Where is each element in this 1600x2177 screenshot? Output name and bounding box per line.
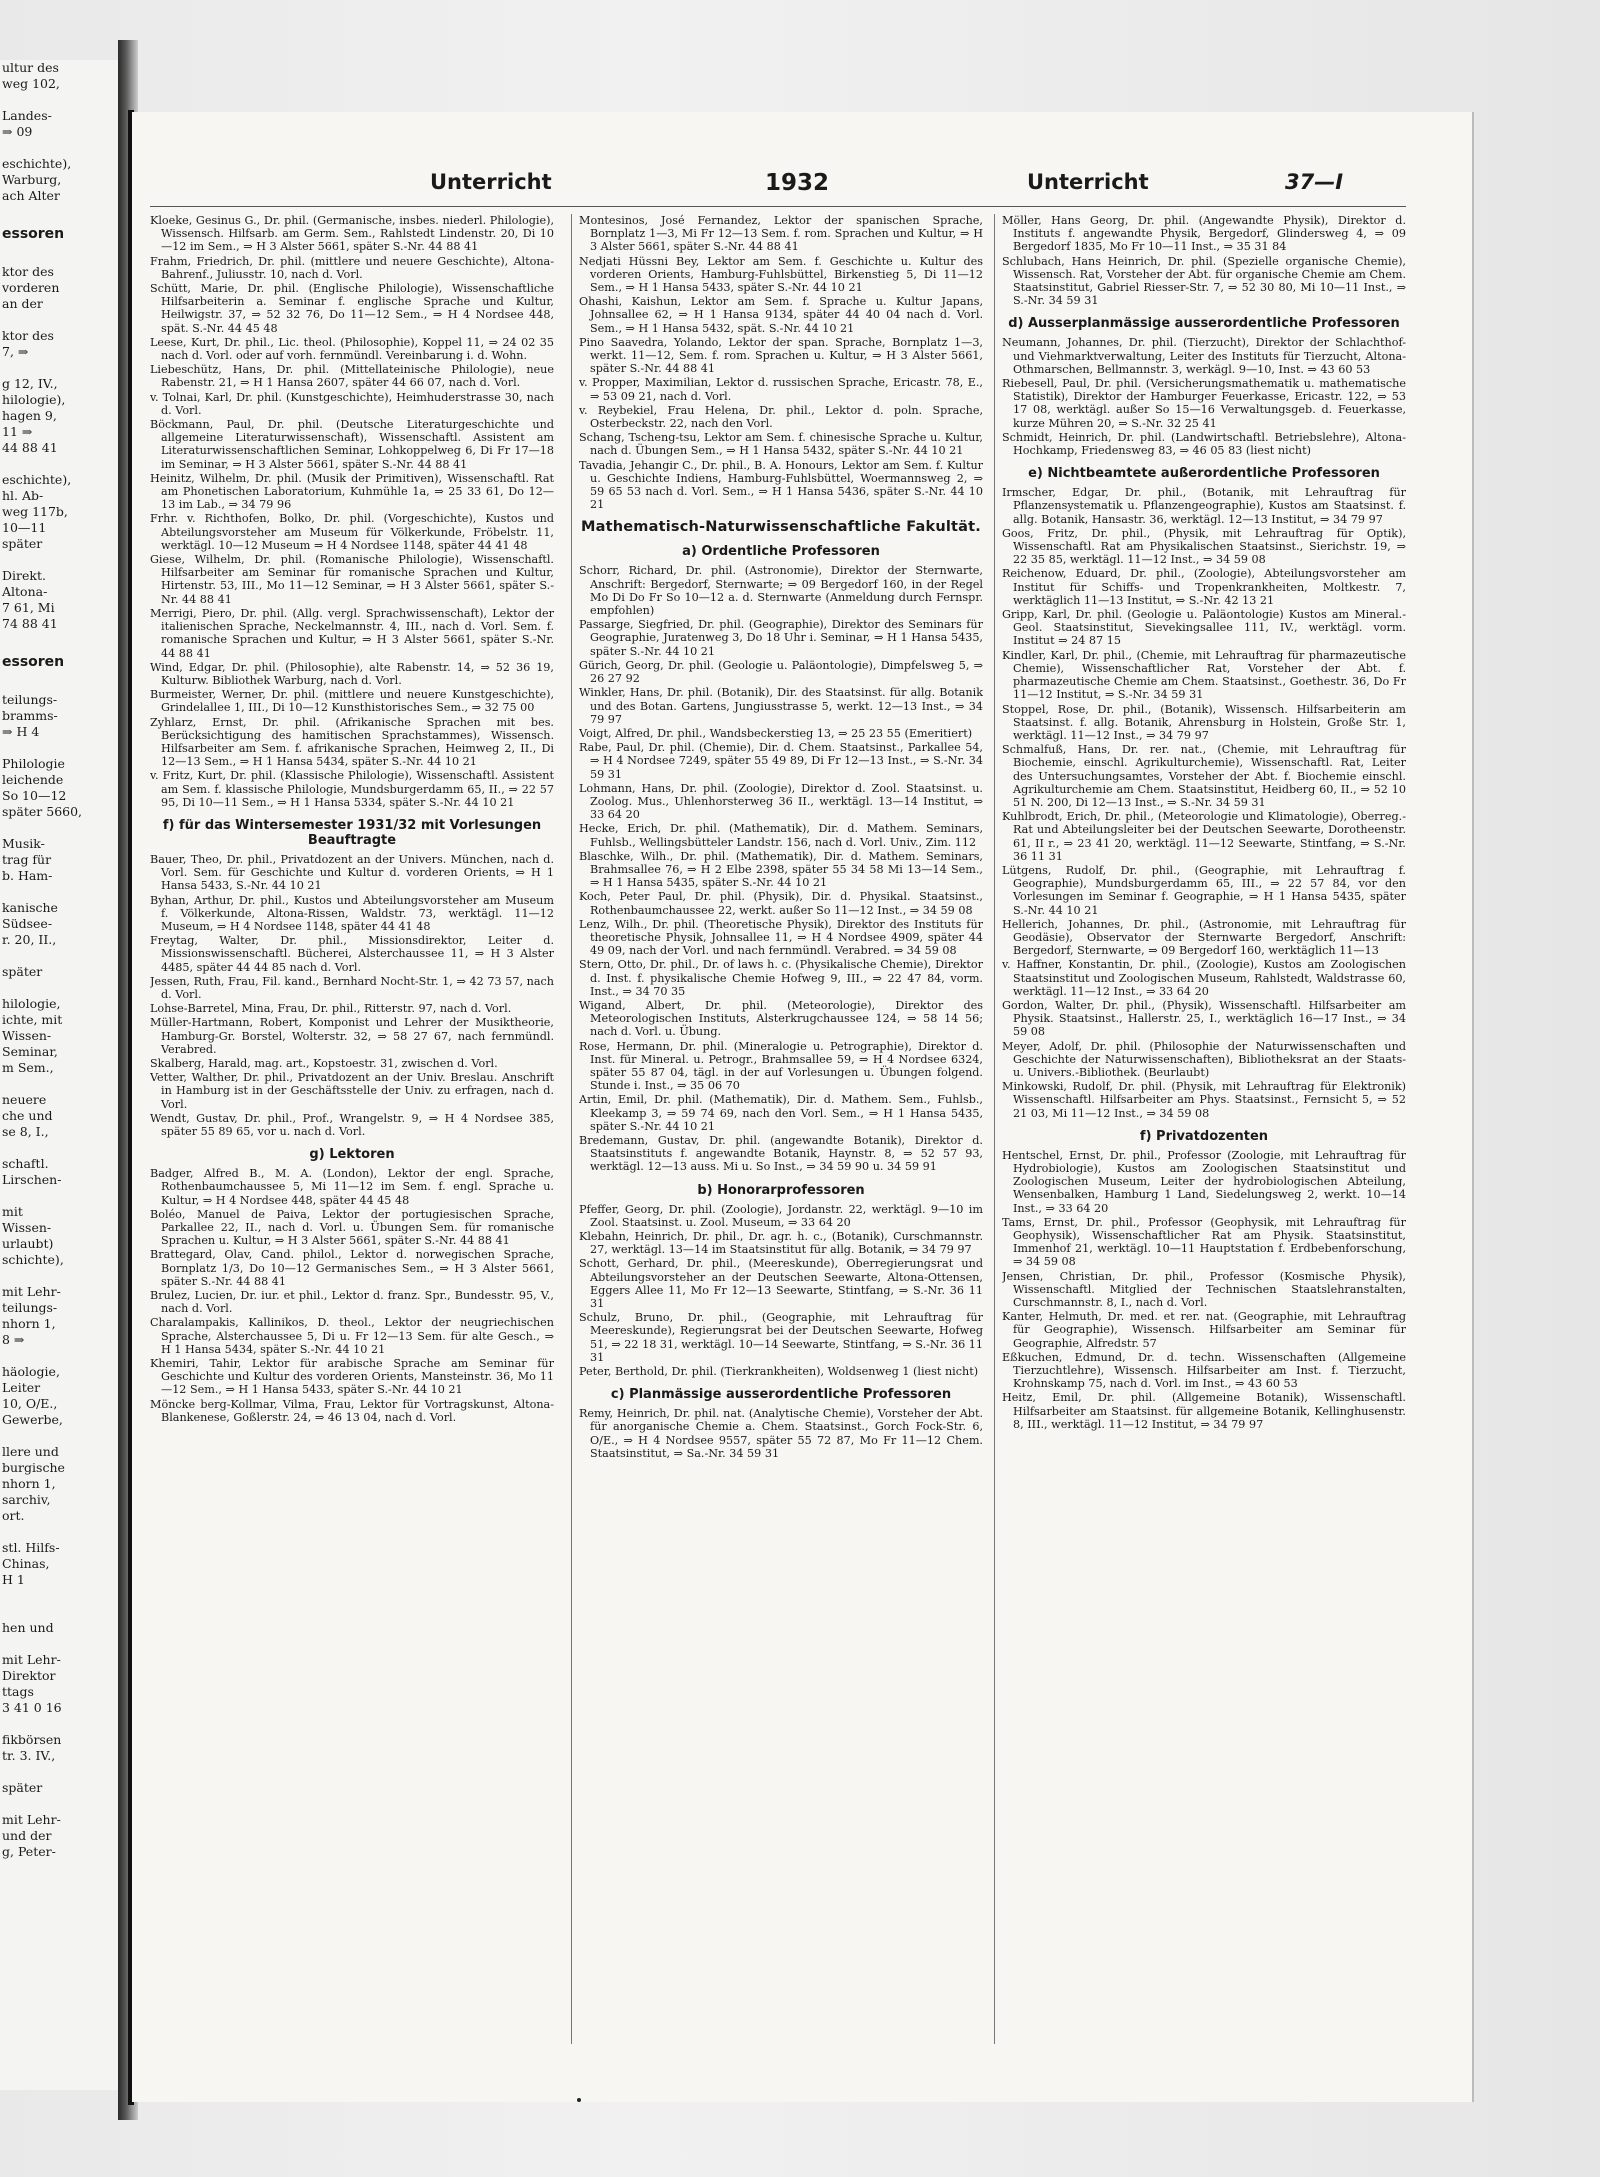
fragment-line: g 12, IV., xyxy=(2,376,58,391)
fragment-line: später xyxy=(2,964,43,979)
directory-entry: Schmidt, Heinrich, Dr. phil. (Landwirtschaftl. Betriebslehre), Altona-Hochkamp, Friedensweg 83, ⇒ 46 05 83 (liest nicht) xyxy=(1002,430,1406,458)
fragment-line xyxy=(0,948,118,964)
directory-entry: Pfeffer, Georg, Dr. phil. (Zoologie), Jordanstr. 22, werktägl. 9—10 im Zool. Staatsinst. u. Zool. Museum, ⇒ 33 64 20 xyxy=(579,1202,983,1229)
fragment-line: H 1 xyxy=(2,1572,25,1587)
fragment-line: 7, ⇒ xyxy=(2,344,29,359)
directory-entry: Heitz, Emil, Dr. phil. (Allgemeine Botanik), Wissenschaftl. Hilfsarbeiter am Staatsinst. für allgemeine Botanik, Kellinghusenstr. 8, III., werktägl. 11—12 Institut, ⇒ 34 79 97 xyxy=(1002,1391,1406,1431)
fragment-line: Landes- xyxy=(2,108,52,123)
directory-entry: Frhr. v. Richthofen, Bolko, Dr. phil. (Vorgeschichte), Kustos und Abteilungsvorsteher am Museum für Völkerkunde, Fröbelstr. 11, werktägl. 10—12 Museum ⇒ H 4 Nordsee 1148, später 44 41 48 xyxy=(150,512,554,552)
directory-entry: Gripp, Karl, Dr. phil. (Geologie u. Paläontologie) Kustos am Mineral.-Geol. Staatsinstitut, Sievekingsallee 111, IV., werktägl. vorm. Institut ⇒ 24 87 15 xyxy=(1002,608,1406,648)
directory-entry: Byhan, Arthur, Dr. phil., Kustos und Abteilungsvorsteher am Museum f. Völkerkunde, Altona-Rissen, Waldstr. 73, werktägl. 11—12 Museum, ⇒ H 4 Nordsee 1148, später 44 41 48 xyxy=(150,893,554,933)
fragment-line: ttags xyxy=(2,1684,34,1699)
directory-entry: Lütgens, Rudolf, Dr. phil., (Geographie, mit Lehrauftrag f. Geographie), Mundsburgerdamm 65, III., ⇒ 22 57 84, vor den Vorlesungen im Seminar f. Geographie, ⇒ H 1 Hansa 5435, später S.-Nr. 44 10 21 xyxy=(1002,863,1406,917)
header-right-title: Unterricht xyxy=(1027,170,1149,194)
fragment-line: essoren xyxy=(2,654,65,670)
directory-entry: Müller-Hartmann, Robert, Komponist und Lehrer der Musiktheorie, Hamburg-Gr. Borstel, Wolterstr. 32, ⇒ 58 27 67, nach fernmündl. Verabred. xyxy=(150,1016,554,1056)
fragment-line xyxy=(0,1636,118,1652)
fragment-line: eschichte), xyxy=(2,156,72,171)
fragment-line: Chinas, xyxy=(2,1556,50,1571)
fragment-line: ktor des xyxy=(2,328,54,343)
directory-entry: Kindler, Karl, Dr. phil., (Chemie, mit Lehrauftrag für pharmazeutische Chemie), Wissenschaftlicher Rat, Vorsteher der Abt. f. pharmazeutische Chemie am Chem. Staatsinst., Goethestr. 36, Do Fr 11—12 Institut, ⇒ S.-Nr. 34 59 31 xyxy=(1002,648,1406,702)
fragment-line: ach Alter xyxy=(2,188,60,203)
fragment-line: später xyxy=(2,1780,43,1795)
fragment-line: Musik- xyxy=(2,836,45,851)
directory-entry: Merrigi, Piero, Dr. phil. (Allg. vergl. Sprachwissenschaft), Lektor der italienischen Sprache, Neckelmannstr. 4, III., nach d. Vorl. Sem. f. romanische Sprachen und Kultur, ⇒ H 3 Alster 5661, später S.-Nr. 44 88 41 xyxy=(150,606,554,660)
fragment-line: Gewerbe, xyxy=(2,1412,63,1427)
directory-entry: Lohmann, Hans, Dr. phil. (Zoologie), Direktor d. Zool. Staatsinst. u. Zoolog. Mus., Uhlenhorsterweg 36 II., werktägl. 13—14 Institut, ⇒ 33 64 20 xyxy=(579,781,983,822)
fragment-line: schichte), xyxy=(2,1252,64,1267)
fragment-line xyxy=(0,1076,118,1092)
text-column-2 xyxy=(579,214,983,2054)
fragment-line xyxy=(0,1524,118,1540)
fragment-line: burgische xyxy=(2,1460,65,1475)
fragment-line: Direktor xyxy=(2,1668,56,1683)
directory-entry: Klebahn, Heinrich, Dr. phil., Dr. agr. h. c., (Botanik), Curschmannstr. 27, werktägl. 13—14 im Staatsinstitut für allg. Botanik, ⇒ 34 79 97 xyxy=(579,1230,983,1257)
faculty-heading: Mathematisch-Naturwissenschaftliche Fakultät. xyxy=(580,519,982,536)
directory-entry: Voigt, Alfred, Dr. phil., Wandsbeckerstieg 13, ⇒ 25 23 55 (Emeritiert) xyxy=(579,726,973,740)
fragment-line: 44 88 41 xyxy=(2,440,58,455)
fragment-line: ktor des xyxy=(2,264,54,279)
fragment-line xyxy=(0,1268,118,1284)
fragment-line: Wissen- xyxy=(2,1220,52,1235)
fragment-line: se 8, I., xyxy=(2,1124,49,1139)
directory-entry: Schang, Tscheng-tsu, Lektor am Sem. f. chinesische Sprache u. Kultur, nach d. Übungen Sem., ⇒ H 1 Hansa 5432, später S.-Nr. 44 10 21 xyxy=(579,431,983,458)
directory-entry: Schlubach, Hans Heinrich, Dr. phil. (Spezielle organische Chemie), Wissensch. Rat, Vorsteher der Abt. für organische Chemie am Chem. Staatsinstitut, Gabriel Riesser-Str. 7, ⇒ 52 30 80, Mi 10—11 Inst., ⇒ S.-Nr. 34 59 31 xyxy=(1002,254,1406,308)
scan-speck xyxy=(577,2098,581,2102)
fragment-line: che und xyxy=(2,1108,53,1123)
directory-entry: Gürich, Georg, Dr. phil. (Geologie u. Paläontologie), Dimpfelsweg 5, ⇒ 26 27 92 xyxy=(579,658,983,686)
header-year: 1932 xyxy=(765,170,830,196)
fragment-line xyxy=(0,248,118,264)
fragment-line xyxy=(0,820,118,836)
text-column-3 xyxy=(1002,214,1406,2054)
fragment-line: Philologie xyxy=(2,756,65,771)
directory-entry: Eßkuchen, Edmund, Dr. d. techn. Wissenschaften (Allgemeine Tierzuchtlehre), Wissensch. Hilfsarbeiter am Inst. f. Tierzucht, Krohnskamp 75, nach d. Vorl. im Inst., ⇒ 43 60 53 xyxy=(1002,1350,1406,1391)
directory-entry: Irmscher, Edgar, Dr. phil., (Botanik, mit Lehrauftrag für Pflanzensystematik u. Pflanzengeographie), Kustos am Staatsinst. f. allg. Botanik, Hansastr. 36, werktägl. 12—13 Institut, ⇒ 34 79 97 xyxy=(1002,486,1406,526)
directory-entry: Nedjati Hüssni Bey, Lektor am Sem. f. Geschichte u. Kultur des vorderen Orients, Hamburg-Fuhlsbüttel, Birkenstieg 5, Di 11—12 Sem., ⇒ H 1 Hansa 5433, später S.-Nr. 44 10 21 xyxy=(579,254,983,295)
fragment-line: teilungs- xyxy=(2,1300,58,1315)
directory-entry: Charalampakis, Kallinikos, D. theol., Lektor der neugriechischen Sprache, Alsterchaussee 5, Di u. Fr 12—13 Sem. für alte Gesch., ⇒ H 1 Hansa 5434, später S.-Nr. 44 10 21 xyxy=(150,1316,554,1356)
fragment-line: weg 102, xyxy=(2,76,60,91)
fragment-line: Südsee- xyxy=(2,916,53,931)
directory-entry: Leese, Kurt, Dr. phil., Lic. theol. (Philosophie), Koppel 11, ⇒ 24 02 35 nach d. Vorl. oder auf vorh. fernmündl. Vereinbarung i. d. Wohn. xyxy=(150,335,554,363)
directory-entry: Burmeister, Werner, Dr. phil. (mittlere und neuere Kunstgeschichte), Grindelallee 1, III., Di 10—12 Kunsthistorisches Sem., ⇒ 32 75 00 xyxy=(150,688,554,715)
directory-entry: Schmalfuß, Hans, Dr. rer. nat., (Chemie, mit Lehrauftrag für Biochemie, einschl. Agrikulturchemie), Wissenschaftl. Rat, Leiter des Untersuchungsamtes, Vorsteher der Abt. f. Biochemie einschl. Agrikulturchemie am Chem. Staatsinstitut, Heidberg 60, II., ⇒ 52 10 51 N. 200, Di 12—13 Inst., ⇒ S.-Nr. 34 59 31 xyxy=(1002,743,1406,809)
directory-entry: v. Tolnai, Karl, Dr. phil. (Kunstgeschichte), Heimhuderstrasse 30, nach d. Vorl. xyxy=(150,390,554,417)
fragment-line: Warburg, xyxy=(2,172,62,187)
directory-entry: Möller, Hans Georg, Dr. phil. (Angewandte Physik), Direktor d. Instituts f. angewandte Physik, Bergedorf, Glindersweg 4, ⇒ 09 Bergedorf 1835, Mo Fr 10—11 Inst., ⇒ 35 31 84 xyxy=(1002,214,1406,254)
directory-entry: Koch, Peter Paul, Dr. phil. (Physik), Dir. d. Physikal. Staatsinst., Rothenbaumchaussee 22, werkt. außer So 11—12 Inst., ⇒ 34 59 08 xyxy=(579,890,983,917)
directory-entry: Riebesell, Paul, Dr. phil. (Versicherungsmathematik u. mathematische Statistik), Direktor der Hamburger Feuerkasse, Ericastr. 122, ⇒ 53 17 08, werktägl. außer So 15—16 Verwaltungsgeb. d. Feuerkasse, kurze Mühren 20, ⇒ S.-Nr. 32 25 41 xyxy=(1002,377,1406,430)
directory-entry: Jensen, Christian, Dr. phil., Professor (Kosmische Physik), Wissenschaftl. Mitglied der Technischen Staatslehranstalten, Curschmannstr. 8, I., nach d. Vorl. xyxy=(1002,1269,1406,1310)
directory-entry: Bauer, Theo, Dr. phil., Privatdozent an der Univers. München, nach d. Vorl. Sem. für Geschichte und Kultur d. vorderen Orients, ⇒ H 1 Hansa 5433, S.-Nr. 44 10 21 xyxy=(150,852,554,893)
fragment-line: tr. 3. IV., xyxy=(2,1748,56,1763)
fragment-line xyxy=(0,1796,118,1812)
fragment-line: ⇒ H 4 xyxy=(2,724,40,739)
fragment-line: So 10—12 xyxy=(2,788,67,803)
directory-entry: Winkler, Hans, Dr. phil. (Botanik), Dir. des Staatsinst. für allg. Botanik und des Botan. Gartens, Jungiusstrasse 5, werkt. 12—13 Inst., ⇒ 34 79 97 xyxy=(579,686,983,726)
directory-entry: Lenz, Wilh., Dr. phil. (Theoretische Physik), Direktor des Instituts für theoretische Physik, Johnsallee 11, ⇒ H 4 Nordsee 4909, später 44 49 09, nach der Vorl. und nach fernmündl. Verabred. ⇒ 34 59 08 xyxy=(579,917,983,958)
fragment-line: später 5660, xyxy=(2,804,83,819)
fragment-line: g, Peter- xyxy=(2,1844,56,1859)
directory-entry: Boléo, Manuel de Paiva, Lektor der portugiesischen Sprache, Parkallee 22, II., nach d. Vorl. u. Übungen Sem. für romanische Sprachen u. Kultur, ⇒ H 3 Alster 5661, später S.-Nr. 44 88 41 xyxy=(150,1207,554,1248)
fragment-line xyxy=(0,980,118,996)
directory-entry: Reichenow, Eduard, Dr. phil., (Zoologie), Abteilungsvorsteher am Institut für Schiffs- und Tropenkrankheiten, Moltkestr. 7, werktäglich 11—13 Institut, ⇒ S.-Nr. 42 13 21 xyxy=(1002,567,1406,607)
fragment-line xyxy=(0,552,118,568)
directory-entry: Brattegard, Olav, Cand. philol., Lektor d. norwegischen Sprache, Bornplatz 1/3, Do 10—12 Germanisches Sem., ⇒ H 3 Alster 5661, später S.-Nr. 44 88 41 xyxy=(150,1248,554,1288)
section-heading: f) für das Wintersemester 1931/32 mit Vorlesungen Beauftragte xyxy=(162,817,542,848)
fragment-line xyxy=(0,740,118,756)
fragment-line: 10—11 xyxy=(2,520,47,535)
fragment-line xyxy=(0,676,118,692)
directory-entry: Wind, Edgar, Dr. phil. (Philosophie), alte Rabenstr. 14, ⇒ 52 36 19, Kulturw. Bibliothek Warburg, nach d. Vorl. xyxy=(150,660,554,687)
fragment-line: später xyxy=(2,536,43,551)
directory-entry: Gordon, Walter, Dr. phil., (Physik), Wissenschaftl. Hilfsarbeiter am Physik. Staatsinst., Hallerstr. 25, I., werktäglich 16—17 Inst., ⇒ 34 59 08 xyxy=(1002,998,1406,1039)
fragment-line: 3 41 0 16 xyxy=(2,1700,62,1715)
directory-entry: Giese, Wilhelm, Dr. phil. (Romanische Philologie), Wissenschaftl. Hilfsarbeiter am Seminar für romanische Sprachen und Kultur, Hirtenstr. 53, III., Mo 11—12 Seminar, ⇒ H 3 Alster 5661, später S.-Nr. 44 88 41 xyxy=(150,553,554,606)
fragment-line xyxy=(0,92,118,108)
fragment-line: mit xyxy=(2,1204,23,1219)
fragment-line: Direkt. xyxy=(2,568,46,583)
text-column-1 xyxy=(150,214,554,2054)
directory-entry: v. Fritz, Kurt, Dr. phil. (Klassische Philologie), Wissenschaftl. Assistent am Sem. f. klassische Philologie, Mundsburgerdamm 65, II., ⇒ 22 57 95, Di 10—11 Sem., ⇒ H 1 Hansa 5334, später S.-Nr. 44 10 21 xyxy=(150,769,554,809)
fragment-line: urlaubt) xyxy=(2,1236,54,1251)
fragment-line xyxy=(0,1588,118,1604)
directory-entry: Khemiri, Tahir, Lektor für arabische Sprache am Seminar für Geschichte und Kultur des vorderen Orients, Mansteinstr. 36, Mo 11—12 Sem., ⇒ H 1 Hansa 5433, später S.-Nr. 44 10 21 xyxy=(150,1357,554,1397)
fragment-line: stl. Hilfs- xyxy=(2,1540,60,1555)
directory-entry: Tams, Ernst, Dr. phil., Professor (Geophysik, mit Lehrauftrag für Geophysik), Wissenschaftlicher Rat am Physik. Staatsinstitut, Immenhof 21, werktägl. 10—11 Hauptstation f. Erdbebenforschung, ⇒ 34 59 08 xyxy=(1002,1215,1406,1269)
fragment-line: mit Lehr- xyxy=(2,1652,61,1667)
fragment-line: Lirschen- xyxy=(2,1172,62,1187)
directory-entry: Skalberg, Harald, mag. art., Kopstoestr. 31, zwischen d. Vorl. xyxy=(150,1056,498,1070)
fragment-line xyxy=(0,1764,118,1780)
directory-entry: Meyer, Adolf, Dr. phil. (Philosophie der Naturwissenschaften und Geschichte der Naturwissenschaften), Bibliotheksrat an der Staats- u. Univers.-Bibliothek. (Beurlaubt) xyxy=(1002,1039,1406,1079)
fragment-line: ort. xyxy=(2,1508,25,1523)
section-heading: e) Nichtbeamtete außerordentliche Professoren xyxy=(1028,466,1380,482)
directory-entry: Schulz, Bruno, Dr. phil., (Geographie, mit Lehrauftrag für Meereskunde), Regierungsrat bei der Deutschen Seewarte, Hofweg 51, ⇒ 22 18 31, werktägl. 10—14 Seewarte, Stintfang, ⇒ S.-Nr. 36 11 31 xyxy=(579,1311,983,1364)
fragment-line: an der xyxy=(2,296,43,311)
fragment-line xyxy=(0,632,118,648)
directory-entry: Kanter, Helmuth, Dr. med. et rer. nat. (Geographie, mit Lehrauftrag für Geographie), Wissensch. Hilfsarbeiter am Seminar für Geographie, Alfredstr. 57 xyxy=(1002,1310,1406,1350)
directory-entry: Tavadia, Jehangir C., Dr. phil., B. A. Honours, Lektor am Sem. f. Kultur u. Geschichte Indiens, Hamburg-Fuhlsbüttel, Woermannsweg 2, ⇒ 59 65 53 nach d. Vorl. Sem., ⇒ H 1 Hansa 5436, später S.-Nr. 44 10 21 xyxy=(579,458,983,512)
header-page-number: 37—I xyxy=(1285,170,1344,194)
fragment-line: hilologie), xyxy=(2,392,66,407)
directory-entry: Schütt, Marie, Dr. phil. (Englische Philologie), Wissenschaftliche Hilfsarbeiterin a. Seminar f. englische Sprache und Kultur, Heilwigstr. 37, ⇒ 52 32 76, Do 11—12 Sem., ⇒ H 4 Nordsee 448, spät. S.-Nr. 44 45 48 xyxy=(150,282,554,335)
directory-entry: Goos, Fritz, Dr. phil., (Physik, mit Lehrauftrag für Optik), Wissenschaftl. Rat am Physikalischen Staatsinst., Sierichstr. 19, ⇒ 22 35 85, werktägl. 11—12 Inst., ⇒ 34 59 08 xyxy=(1002,526,1406,567)
directory-entry: Böckmann, Paul, Dr. phil. (Deutsche Literaturgeschichte und allgemeine Literaturwissenschaft), Wissenschaftl. Assistent am Literaturwissenschaftlichen Seminar, Lohkoppelweg 6, Di Fr 17—18 im Seminar, ⇒ H 3 Alster 5661, später S.-Nr. 44 88 41 xyxy=(150,418,554,471)
fragment-line: essoren xyxy=(2,226,65,242)
section-heading: d) Ausserplanmässige ausserordentliche Professoren xyxy=(1008,316,1400,332)
directory-entry: Bredemann, Gustav, Dr. phil. (angewandte Botanik), Direktor d. Staatsinstituts f. angewandte Botanik, Haynstr. 8, ⇒ 52 57 93, werktägl. 12—13 auss. Mi u. So Inst., ⇒ 34 59 90 u. 34 59 91 xyxy=(579,1134,983,1174)
fragment-line xyxy=(0,1140,118,1156)
directory-entry: Hecke, Erich, Dr. phil. (Mathematik), Dir. d. Mathem. Seminars, Fuhlsb., Wellingsbütteler Landstr. 156, nach d. Vorl. Univ., Zim. 112 xyxy=(579,822,983,849)
fragment-line: sarchiv, xyxy=(2,1492,51,1507)
fragment-line xyxy=(0,1716,118,1732)
directory-entry: Frahm, Friedrich, Dr. phil. (mittlere und neuere Geschichte), Altona-Bahrenf., Juliusstr. 10, nach d. Vorl. xyxy=(150,254,554,281)
fragment-line xyxy=(0,204,118,220)
fragment-line xyxy=(0,884,118,900)
fragment-line: nhorn 1, xyxy=(2,1316,56,1331)
directory-entry: Möncke berg-Kollmar, Vilma, Frau, Lektor für Vortragskunst, Altona-Blankenese, Goßlerstr. 24, ⇒ 46 13 04, nach d. Vorl. xyxy=(150,1397,554,1424)
directory-entry: Lohse-Barretel, Mina, Frau, Dr. phil., Ritterstr. 97, nach d. Vorl. xyxy=(150,1002,512,1016)
fragment-line xyxy=(0,1348,118,1364)
directory-entry: Stoppel, Rose, Dr. phil., (Botanik), Wissensch. Hilfsarbeiterin am Staatsinst. f. allg. Botanik, Ahrensburg in Holstein, Große Str. 1, werktägl. 11—12 Inst., ⇒ 34 79 97 xyxy=(1002,702,1406,742)
directory-entry: Remy, Heinrich, Dr. phil. nat. (Analytische Chemie), Vorsteher der Abt. für anorganische Chemie a. Chem. Staatsinst., Gorch Fock-Str. 6, O/E., ⇒ H 4 Nordsee 9557, später 55 72 87, Mo Fr 11—12 Chem. Staatsinstitut, ⇒ Sa.-Nr. 34 59 31 xyxy=(579,1407,983,1460)
fragment-line: mit Lehr- xyxy=(2,1812,61,1827)
fragment-line: hl. Ab- xyxy=(2,488,44,503)
fragment-line: mit Lehr- xyxy=(2,1284,61,1299)
directory-entry: v. Haffner, Konstantin, Dr. phil., (Zoologie), Kustos am Zoologischen Staatsinstitut und Zoologischen Museum, Rahlstedt, Waldstrasse 60, werktägl. 11—12 Inst., ⇒ 33 64 20 xyxy=(1002,958,1406,998)
fragment-line: häologie, xyxy=(2,1364,60,1379)
fragment-line: 11 ⇒ xyxy=(2,424,33,439)
directory-entry: Kuhlbrodt, Erich, Dr. phil., (Meteorologie und Klimatologie), Oberreg.-Rat und Abteilungsleiter bei der Deutschen Seewarte, Dorotheenstr. 61, II r., ⇒ 23 41 20, werktägl. 11—12 Seewarte, Stintfang, ⇒ S.-Nr. 36 11 31 xyxy=(1002,810,1406,863)
fragment-line xyxy=(0,360,118,376)
section-heading: b) Honorarprofessoren xyxy=(697,1182,865,1198)
directory-entry: Peter, Berthold, Dr. phil. (Tierkrankheiten), Woldsenweg 1 (liest nicht) xyxy=(579,1365,979,1379)
column-divider xyxy=(994,214,995,2044)
fragment-line: llere und xyxy=(2,1444,59,1459)
fragment-line: vorderen xyxy=(2,280,60,295)
fragment-line: Altona- xyxy=(2,584,48,599)
directory-entry: Neumann, Johannes, Dr. phil. (Tierzucht), Direktor der Schlachthof- und Viehmarktverwaltung, Leiter des Instituts für Tierzucht, Altona-Othmarschen, Bellmannstr. 3, werkägl. 9—10, Inst. ⇒ 43 60 53 xyxy=(1002,336,1406,376)
fragment-line: Wissen- xyxy=(2,1028,52,1043)
directory-entry: Pino Saavedra, Yolando, Lektor der span. Sprache, Bornplatz 1—3, werkt. 11—12, Sem. f. rom. Sprachen u. Kultur, ⇒ H 3 Alster 5661, später S.-Nr. 44 88 41 xyxy=(579,335,983,376)
fragment-line: ⇒ 09 xyxy=(2,124,33,139)
fragment-line: nhorn 1, xyxy=(2,1476,56,1491)
directory-entry: Montesinos, José Fernandez, Lektor der spanischen Sprache, Bornplatz 1—3, Mi Fr 12—13 Sem. f. rom. Sprachen und Kultur, ⇒ H 3 Alster 5661, später S.-Nr. 44 88 41 xyxy=(579,214,983,254)
fragment-line: r. 20, II., xyxy=(2,932,57,947)
directory-entry: Passarge, Siegfried, Dr. phil. (Geographie), Direktor des Seminars für Geographie, Juratenweg 3, Do 18 Uhr i. Seminar, ⇒ H 1 Hansa 5435, später S.-Nr. 44 10 21 xyxy=(579,618,983,658)
directory-entry: Heinitz, Wilhelm, Dr. phil. (Musik der Primitiven), Wissenschaftl. Rat am Phonetischen Laboratorium, Kuhmühle 1a, ⇒ 25 33 61, Do 12—13 im Lab., ⇒ 34 79 96 xyxy=(150,471,554,512)
fragment-line: m Sem., xyxy=(2,1060,54,1075)
fragment-line: 7 61, Mi xyxy=(2,600,55,615)
fragment-line: 10, O/E., xyxy=(2,1396,58,1411)
directory-entry: Brulez, Lucien, Dr. iur. et phil., Lektor d. franz. Spr., Bundesstr. 95, V., nach d. Vorl. xyxy=(150,1289,554,1316)
directory-entry: Rose, Hermann, Dr. phil. (Mineralogie u. Petrographie), Direktor d. Inst. für Mineral. u. Petrogr., Brahmsallee 59, ⇒ H 4 Nordsee 6324, später 55 87 04, tägl. in der auf Vorlesungen u. Übungen folgend. Stunde i. Inst., ⇒ 35 06 70 xyxy=(579,1039,983,1093)
fragment-line: schaftl. xyxy=(2,1156,49,1171)
fragment-line xyxy=(0,312,118,328)
adjacent-page-fragment xyxy=(0,60,120,2090)
fragment-line: ichte, mit xyxy=(2,1012,63,1027)
header-left-title: Unterricht xyxy=(430,170,552,194)
fragment-line: leichende xyxy=(2,772,64,787)
fragment-line: weg 117b, xyxy=(2,504,68,519)
fragment-line: hagen 9, xyxy=(2,408,57,423)
section-heading: f) Privatdozenten xyxy=(1139,1128,1269,1144)
fragment-line xyxy=(0,1604,118,1620)
fragment-line: Leiter xyxy=(2,1380,41,1395)
header-rule xyxy=(150,206,1406,207)
directory-entry: Minkowski, Rudolf, Dr. phil. (Physik, mit Lehrauftrag für Elektronik) Wissenschaftl. Hilfsarbeiter am Phys. Staatsinst., Fernsicht 5, ⇒ 52 21 03, Mi 11—12 Inst., ⇒ 34 59 08 xyxy=(1002,1080,1406,1120)
fragment-line: b. Ham- xyxy=(2,868,53,883)
fragment-line: teilungs- xyxy=(2,692,58,707)
fragment-line: und der xyxy=(2,1828,52,1843)
fragment-line xyxy=(0,1428,118,1444)
directory-entry: Stern, Otto, Dr. phil., Dr. of laws h. c. (Physikalische Chemie), Direktor d. Inst. f. physikalische Chemie Hofweg 9, III., ⇒ 22 47 84, vorm. Inst., ⇒ 34 70 35 xyxy=(579,958,983,998)
fragment-line: hilologie, xyxy=(2,996,61,1011)
directory-entry: Rabe, Paul, Dr. phil. (Chemie), Dir. d. Chem. Staatsinst., Parkallee 54, ⇒ H 4 Nordsee 7249, später 55 49 89, Di Fr 12—13 Inst., ⇒ S.-Nr. 34 59 31 xyxy=(579,741,983,781)
directory-entry: Jessen, Ruth, Frau, Fil. kand., Bernhard Nocht-Str. 1, ⇒ 42 73 57, nach d. Vorl. xyxy=(150,974,554,1001)
directory-entry: v. Reybekiel, Frau Helena, Dr. phil., Lektor d. poln. Sprache, Osterbeckstr. 22, nach den Vorl. xyxy=(579,403,983,431)
fragment-line: Seminar, xyxy=(2,1044,58,1059)
directory-entry: Ohashi, Kaishun, Lektor am Sem. f. Sprache u. Kultur Japans, Johnsallee 62, ⇒ H 1 Hansa 9134, später 44 40 04 nach d. Vorl. Sem., ⇒ H 1 Hansa 5432, spät. S.-Nr. 44 10 21 xyxy=(579,295,983,335)
directory-entry: Vetter, Walther, Dr. phil., Privatdozent an der Univ. Breslau. Anschrift in Hamburg ist in der Geschäftsstelle der Univ. zu erfragen, nach d. Vorl. xyxy=(150,1071,554,1111)
directory-entry: Artin, Emil, Dr. phil. (Mathematik), Dir. d. Mathem. Sem., Fuhlsb., Kleekamp 3, ⇒ 59 74 69, nach den Vorl. Sem., ⇒ H 1 Hansa 5435, später S.-Nr. 44 10 21 xyxy=(579,1093,983,1133)
fragment-line xyxy=(0,140,118,156)
directory-entry: Liebeschütz, Hans, Dr. phil. (Mittellateinische Philologie), neue Rabenstr. 21, ⇒ H 1 Hansa 2607, später 44 66 07, nach d. Vorl. xyxy=(150,363,554,390)
directory-entry: Blaschke, Wilh., Dr. phil. (Mathematik), Dir. d. Mathem. Seminars, Brahmsallee 76, ⇒ H 2 Elbe 2398, später 55 34 58 Mi 13—14 Sem., ⇒ H 1 Hansa 5435, später S.-Nr. 44 10 21 xyxy=(579,849,983,890)
fragment-line xyxy=(0,456,118,472)
fragment-line xyxy=(0,1188,118,1204)
directory-entry: Hentschel, Ernst, Dr. phil., Professor (Zoologie, mit Lehrauftrag für Hydrobiologie), Kustos am Zoologischen Staatsinstitut und Zoologischen Museum, Leiter der hydrobiologischen Abteilung, Wensenbalken, Hamburg 1 Land, Siedelungsweg 2, werkt. 10—14 Inst., ⇒ 33 64 20 xyxy=(1002,1148,1406,1215)
fragment-line: ultur des xyxy=(2,60,59,75)
section-heading: g) Lektoren xyxy=(309,1147,395,1163)
running-header xyxy=(430,170,1420,200)
directory-entry: Schorr, Richard, Dr. phil. (Astronomie), Direktor der Sternwarte, Anschrift: Bergedorf, Sternwarte; ⇒ 09 Bergedorf 160, in der Regel Mo Di Do Fr So 10—12 a. d. Sternwarte (Anmeldung durch Fernspr. empfohlen) xyxy=(579,564,983,618)
column-divider xyxy=(571,214,572,2044)
fragment-line: 8 ⇒ xyxy=(2,1332,25,1347)
directory-entry: Badger, Alfred B., M. A. (London), Lektor der engl. Sprache, Rothenbaumchaussee 5, Mi 11—12 im Sem. f. engl. Sprache u. Kultur, ⇒ H 4 Nordsee 448, später 44 45 48 xyxy=(150,1167,554,1207)
fragment-line: kanische xyxy=(2,900,58,915)
directory-entry: Wendt, Gustav, Dr. phil., Prof., Wrangelstr. 9, ⇒ H 4 Nordsee 385, später 55 89 65, vor u. nach d. Vorl. xyxy=(150,1111,554,1138)
directory-entry: Zyhlarz, Ernst, Dr. phil. (Afrikanische Sprachen mit bes. Berücksichtigung des hamitischen Sprachstammes), Wissensch. Hilfsarbeiter am Sem. f. afrikanische Sprachen, Heimweg 2, II., Di 12—13 Sem., ⇒ H 1 Hansa 5434, später S.-Nr. 44 10 21 xyxy=(150,715,554,769)
fragment-line: hen und xyxy=(2,1620,54,1635)
fragment-line: eschichte), xyxy=(2,472,72,487)
directory-entry: Schott, Gerhard, Dr. phil., (Meereskunde), Oberregierungsrat und Abteilungsvorsteher an der Deutschen Seewarte, Altona-Ottensen, Eggers Allee 11, Mo Fr 12—13 Seewarte, Stintfang, ⇒ S.-Nr. 36 11 31 xyxy=(579,1257,983,1311)
section-heading: c) Planmässige ausserordentliche Professoren xyxy=(610,1387,952,1403)
directory-entry: v. Propper, Maximilian, Lektor d. russischen Sprache, Ericastr. 78, E., ⇒ 53 09 21, nach d. Vorl. xyxy=(579,376,983,403)
fragment-line: fikbörsen xyxy=(2,1732,62,1747)
fragment-line: 74 88 41 xyxy=(2,616,58,631)
directory-entry: Wigand, Albert, Dr. phil. (Meteorologie), Direktor des Meteorologischen Instituts, Alsterkrugchaussee 124, ⇒ 58 14 56; nach d. Vorl. u. Übung. xyxy=(579,998,983,1039)
fragment-line: bramms- xyxy=(2,708,58,723)
section-heading: a) Ordentliche Professoren xyxy=(682,544,880,560)
fragment-line: trag für xyxy=(2,852,52,867)
directory-entry: Kloeke, Gesinus G., Dr. phil. (Germanische, insbes. niederl. Philologie), Wissensch. Hilfsarb. am Germ. Sem., Rahlstedt Lindenstr. 20, Di 10—12 im Sem., ⇒ H 3 Alster 5661, später S.-Nr. 44 88 41 xyxy=(150,214,554,254)
directory-entry: Freytag, Walter, Dr. phil., Missionsdirektor, Leiter d. Missionswissenschaftl. Bücherei, Alsterchaussee 11, ⇒ H 3 Alster 4485, später 44 44 85 nach d. Vorl. xyxy=(150,934,554,974)
directory-entry: Hellerich, Johannes, Dr. phil., (Astronomie, mit Lehrauftrag für Geodäsie), Observator der Sternwarte Bergedorf, Anschrift: Bergedorf, Sternwarte, ⇒ 09 Bergedorf 160, werktäglich 11—13 xyxy=(1002,917,1406,958)
fragment-line: neuere xyxy=(2,1092,47,1107)
